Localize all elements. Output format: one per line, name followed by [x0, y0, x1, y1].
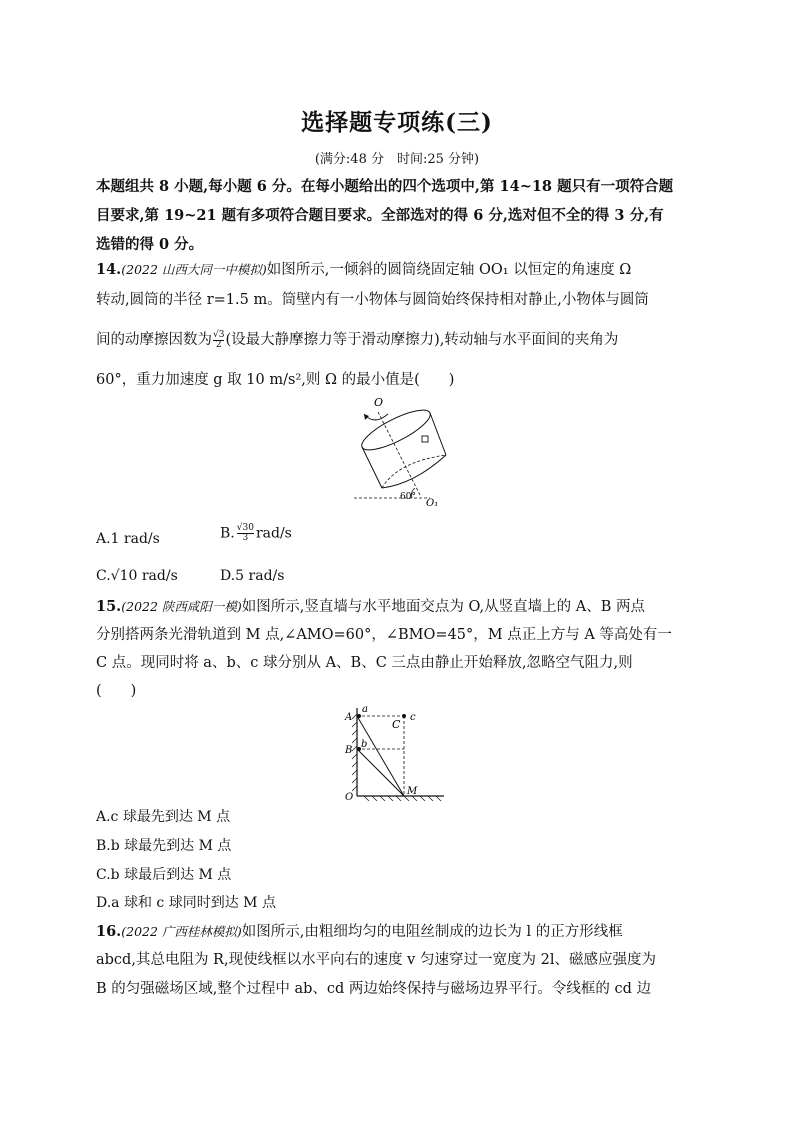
q14-text-3a: 间的动摩擦因数为 [96, 332, 212, 348]
q16-number: 16. [96, 923, 122, 940]
q14-text-3b: (设最大静摩擦力等于滑动摩擦力),转动轴与水平面间的夹角为 [225, 332, 619, 348]
q14-option-b [220, 524, 292, 543]
cylinder-bottom [382, 455, 446, 488]
instructions-line-3: 选错的得 0 分。 [96, 236, 204, 253]
q14-source: (2022 山西大同一中模拟) [121, 262, 267, 277]
q15-option-b: B.b 球最先到达 M 点 [96, 838, 232, 854]
rotation-arrow-head [364, 414, 369, 420]
q14-text-1: 如图所示,一倾斜的圆筒绕固定轴 OO₁ 以恒定的角速度 Ω [266, 262, 632, 278]
q15-option-c: C.b 球最后到达 M 点 [96, 867, 232, 883]
mu-denominator: 2 [215, 339, 222, 350]
q15-line-4: ( ) [96, 683, 137, 699]
q15-source: (2022 陕西咸阳一模) [121, 599, 242, 614]
label-angle: 60° [400, 492, 416, 502]
wall-hatching [352, 714, 357, 791]
q16-line-2: abcd,其总电阻为 R,现使线框以水平向右的速度 v 匀速穿过一宽度为 2l、磁感应强度为 [96, 952, 656, 968]
q15-text-1: 如图所示,竖直墙与水平地面交点为 O,从竖直墙上的 A、B 两点 [241, 599, 645, 615]
cylinder-top [357, 403, 435, 457]
label-b-ball: b [361, 739, 368, 750]
q14-line-3 [96, 330, 700, 350]
instructions-line-2: 目要求,第 19~21 题有多项符合题目要求。全部选对的得 6 分,选对但不全的得 3 分,有 [96, 207, 664, 224]
q16-source: (2022 广西桂林模拟) [121, 924, 242, 939]
mu-fraction [213, 331, 224, 350]
q15-line-1 [96, 597, 700, 617]
label-b-point: B [345, 745, 353, 756]
q14-line-2: 转动,圆筒的半径 r=1.5 m。筒壁内有一小物体与圆筒始终保持相对静止,小物体与圆筒 [96, 292, 649, 308]
cylinder-bottom-hidden [382, 455, 446, 488]
q14-line-1 [96, 260, 700, 280]
ball-a [357, 714, 361, 718]
cylinder-figure [352, 392, 448, 512]
option-b-numerator: √30 [236, 523, 254, 533]
label-o-point: O [345, 792, 354, 803]
q15-number: 15. [96, 598, 122, 615]
q15-line-2: 分别搭两条光滑轨道到 M 点,∠AMO=60°，∠BMO=45°，M 点正上方与 A 等高处有一 [96, 627, 672, 643]
page-subtitle: (满分:48 分 时间:25 分钟) [314, 152, 480, 167]
cylinder-side-right [430, 413, 446, 455]
instructions [96, 172, 696, 259]
q14-option-a: A.1 rad/s [96, 531, 160, 547]
q16-text-1: 如图所示,由粗细均匀的电阻丝制成的边长为 l 的正方形线框 [241, 924, 623, 940]
label-o: O [374, 396, 384, 409]
option-b-fraction [237, 524, 254, 543]
ball-c [402, 714, 406, 718]
option-b-denominator: 3 [242, 533, 249, 543]
mu-numerator: √3 [213, 329, 225, 340]
label-a-ball: a [362, 704, 368, 715]
q15-option-d: D.a 球和 c 球同时到达 M 点 [96, 895, 276, 911]
label-m-point: M [407, 786, 418, 797]
label-c-ball: c [410, 712, 416, 723]
q16-line-3: B 的匀强磁场区域,整个过程中 ab、cd 两边始终保持与磁场边界平行。令线框的 cd 边 [96, 981, 652, 997]
ramps-figure [340, 700, 450, 806]
q16-line-1 [96, 922, 700, 942]
page-title: 选择题专项练(三) [301, 109, 493, 136]
q14-number: 14. [96, 261, 122, 278]
q14-option-d: D.5 rad/s [220, 568, 285, 584]
label-a-point: A [345, 712, 353, 723]
q14-option-c: C.√10 rad/s [96, 568, 178, 584]
q15-line-3: C 点。现同时将 a、b、c 球分别从 A、B、C 三点由静止开始释放,忽略空气阻力,则 [96, 655, 633, 671]
q14-option-b-unit: rad/s [255, 525, 292, 542]
q14-line-4: 60°，重力加速度 g 取 10 m/s²,则 Ω 的最小值是( ) [96, 372, 455, 388]
q14-option-b-prefix: B. [220, 525, 235, 542]
cylinder-side-left [362, 447, 382, 488]
label-o1: O₁ [426, 498, 439, 509]
small-object [422, 436, 428, 442]
rotation-axis [378, 412, 420, 495]
q15-option-a: A.c 球最先到达 M 点 [96, 809, 231, 825]
instructions-line-1: 本题组共 8 小题,每小题 6 分。在每小题给出的四个选项中,第 14~18 题只有一项符合题 [96, 178, 674, 195]
ground-hatching [364, 796, 441, 801]
label-c-point: C [392, 718, 401, 731]
